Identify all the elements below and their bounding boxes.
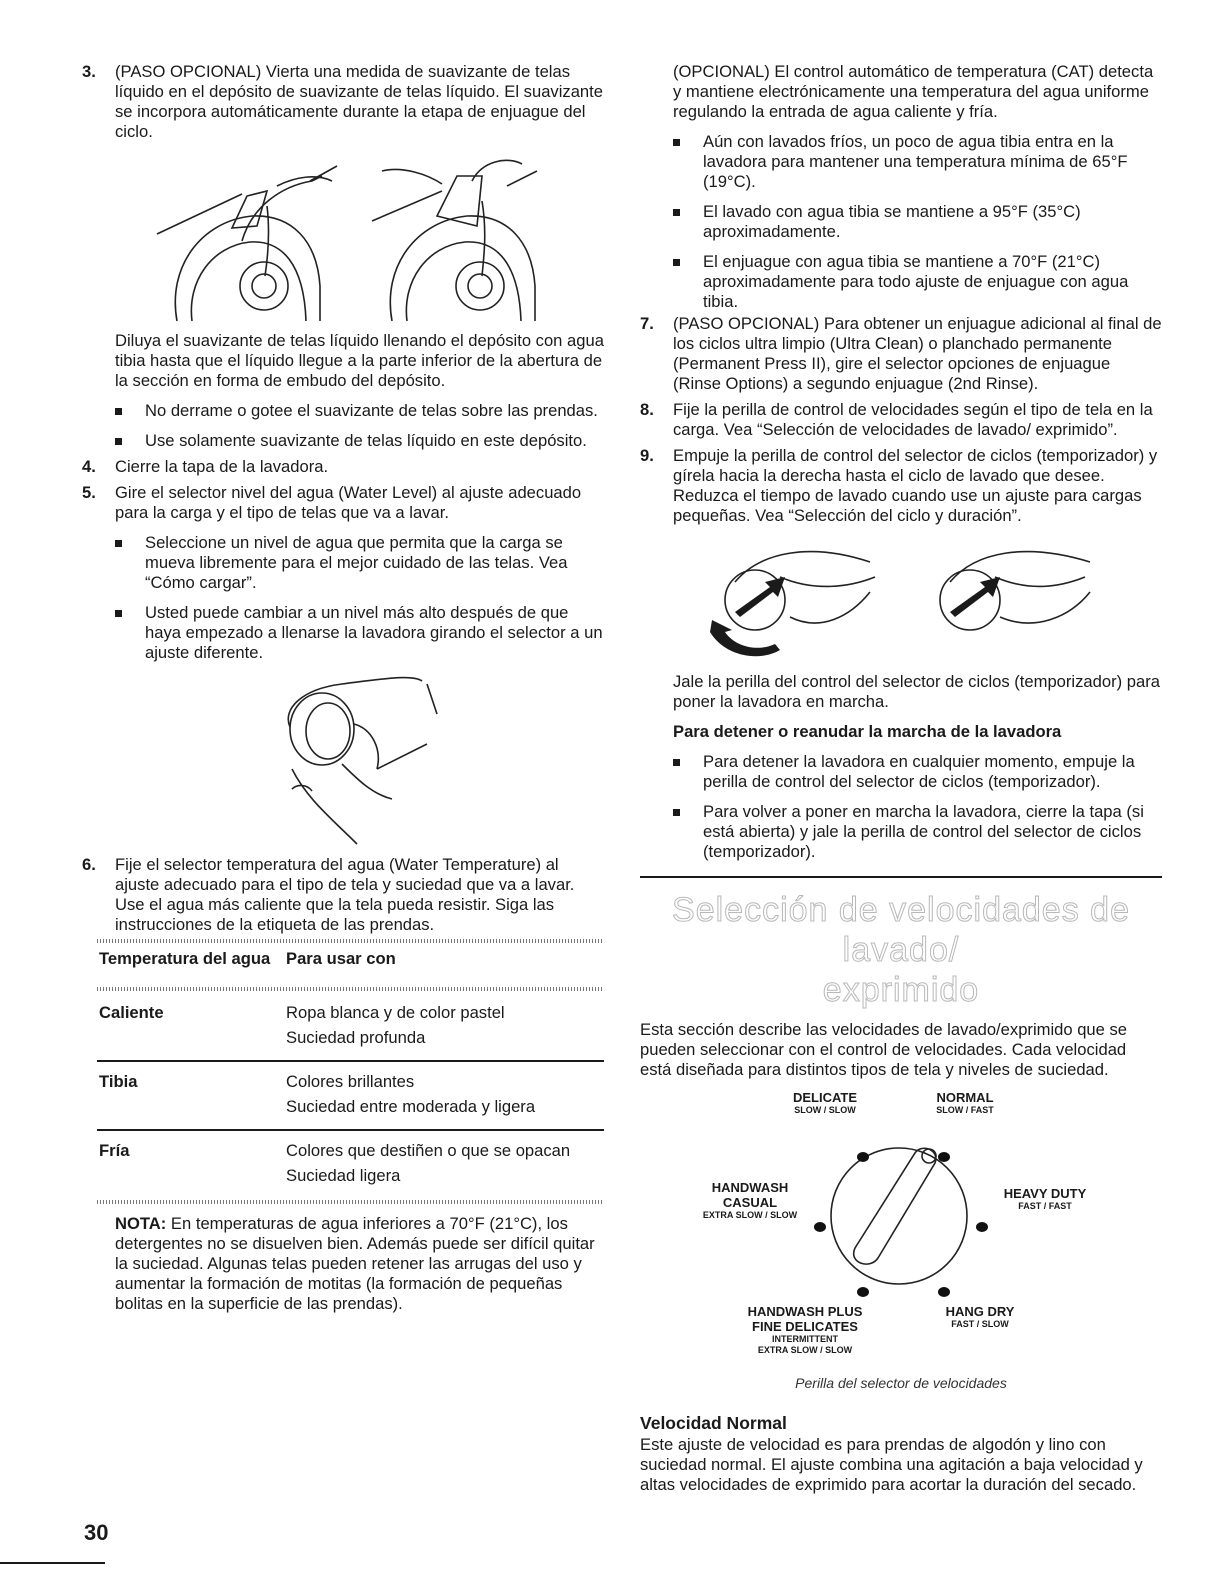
- table-cell-use: Ropa blanca y de color pastel: [286, 1003, 505, 1022]
- list-item: No derrame o gotee el suavizante de telas sobre las prendas.: [82, 401, 604, 421]
- section-divider: [640, 876, 1162, 878]
- dilute-block: [82, 331, 604, 391]
- table-row: [97, 1072, 604, 1117]
- table-header-row: [97, 949, 604, 969]
- step-4: [82, 457, 604, 477]
- section-title-line1: Selección de velocidades de lavado/: [672, 891, 1130, 969]
- note-label: NOTA:: [115, 1214, 167, 1233]
- step-number: 3.: [82, 62, 96, 81]
- dial-label-hang-dry: HANG DRY FAST / SLOW: [945, 1304, 1015, 1329]
- cat-bullets: [640, 132, 1162, 312]
- water-level-illustration: [82, 669, 604, 851]
- table: [97, 1003, 604, 1048]
- right-column: [640, 62, 1162, 1495]
- list-item: Use solamente suavizante de telas líquido en este depósito.: [82, 431, 604, 451]
- column-header: Para usar con: [286, 949, 396, 968]
- section-intro: Esta sección describe las velocidades de lavado/exprimido que se pueden seleccionar con el control de velocidades. Cada velocidad está diseñada para distintos tipos de tela y niveles de suciedad.: [640, 1020, 1128, 1079]
- table-cell-temp: Fría: [99, 1141, 130, 1160]
- step-9: [640, 446, 1162, 526]
- pouring-softener-icon: [82, 146, 604, 331]
- step-number: 5.: [82, 483, 96, 502]
- stop-heading: Para detener o reanudar la marcha de la lavadora: [673, 722, 1062, 741]
- step-number: 6.: [82, 855, 96, 874]
- footer-rule: [0, 1562, 105, 1564]
- cat-text: (OPCIONAL) El control automático de temperatura (CAT) detecta y mantiene electrónicamente una temperatura del agua uniforme regulando la entrada de agua caliente y fría.: [673, 62, 1154, 121]
- list-item: El enjuague con agua tibia se mantiene a 70°F (21°C) aproximadamente para todo ajuste de enjuague con agua tibia.: [640, 252, 1162, 312]
- table-cell-temp: Caliente: [99, 1003, 164, 1022]
- table-cell-use: Suciedad entre moderada y ligera: [286, 1097, 536, 1116]
- note-text: En temperaturas de agua inferiores a 70°F (21°C), los detergentes no se disuelven bien. Además puede ser difícil quitar la suciedad. Algunas telas pueden retener las arrugas del uso y aumentar la formación de motitas (la formación de pequeñas bolitas en la superficie de las prendas).: [115, 1214, 595, 1313]
- step-text: (PASO OPCIONAL) Vierta una medida de suavizante de telas líquido en el depósito de suavizante de telas líquido. El suavizante se incorpora automáticamente durante la etapa de enjuague del ciclo.: [115, 62, 604, 141]
- table: [97, 949, 604, 969]
- divider: [97, 987, 604, 991]
- normal-speed-text: Este ajuste de velocidad es para prendas de algodón y lino con suciedad normal. El ajuste combina una agitación a baja velocidad y altas velocidades de exprimido para acortar la duración del secado.: [640, 1435, 1143, 1494]
- step-number: 4.: [82, 457, 96, 476]
- cat-block: [640, 62, 1162, 122]
- normal-speed-heading: Velocidad Normal: [640, 1413, 787, 1433]
- table-row: [97, 1003, 604, 1048]
- step5-bullets: [82, 533, 604, 663]
- dial-caption: Perilla del selector de velocidades: [795, 1375, 1007, 1391]
- step-text: Fije el selector temperatura del agua (Water Temperature) al ajuste adecuado para el tipo de tela y suciedad que va a lavar. Use el agua más caliente que la tela pueda resistir. Siga las instrucciones de la etiqueta de las prendas.: [115, 855, 575, 934]
- table-cell-use: Suciedad ligera: [286, 1166, 401, 1185]
- divider: [97, 1060, 604, 1062]
- push-turn-knob-icon: [640, 532, 1162, 672]
- column-header: Temperatura del agua: [99, 949, 271, 968]
- dial-label-heavy-duty: HEAVY DUTY FAST / FAST: [1003, 1186, 1087, 1211]
- step-8: [640, 400, 1162, 440]
- step-number: 7.: [640, 314, 654, 333]
- list-item: Usted puede cambiar a un nivel más alto después de que haya empezado a llenarse la lavadora girando el selector a un ajuste diferente.: [82, 603, 604, 663]
- dial-label-delicate: DELICATE SLOW / SLOW: [792, 1090, 858, 1115]
- dial-label-handwash-casual: HANDWASH CASUAL EXTRA SLOW / SLOW: [702, 1180, 798, 1220]
- step-number: 8.: [640, 400, 654, 419]
- divider: [97, 939, 604, 943]
- section-heading: [640, 890, 1162, 1010]
- note-block: [82, 1214, 604, 1314]
- step-text: Gire el selector nivel del agua (Water Level) al ajuste adecuado para la carga y el tipo de telas que va a lavar.: [115, 483, 582, 522]
- table: [97, 1141, 604, 1186]
- dilute-bullets: [82, 401, 604, 451]
- stop-bullets: [640, 752, 1162, 862]
- step-text: Empuje la perilla de control del selector de ciclos (temporizador) y gírela hacia la derecha hasta el ciclo de lavado que desee. Reduzca el tiempo de lavado cuando use un ajuste para cargas pequeñas. Vea “Selección del ciclo y duración”.: [673, 446, 1158, 525]
- dial-label-normal: NORMAL SLOW / FAST: [936, 1090, 994, 1115]
- list-item: Para volver a poner en marcha la lavadora, cierre la tapa (si está abierta) y jale la perilla de control del selector de ciclos (temporizador).: [640, 802, 1162, 862]
- pull-block: [640, 672, 1162, 742]
- table-cell-use: Colores brillantes: [286, 1072, 415, 1091]
- pull-text: Jale la perilla del control del selector de ciclos (temporizador) para poner la lavadora en marcha.: [673, 672, 1160, 711]
- divider: [97, 1200, 604, 1204]
- table-row: [97, 1141, 604, 1186]
- step-text: (PASO OPCIONAL) Para obtener un enjuague adicional al final de los ciclos ultra limpio (Ultra Clean) o planchado permanente (Permanent Press II), gire el selector opciones de enjuague (Rinse Options) a segundo enjuague (2nd Rinse).: [673, 314, 1162, 393]
- table-cell-use: Colores que destiñen o que se opacan: [286, 1141, 571, 1160]
- left-column: [82, 62, 604, 1314]
- list-item: Aún con lavados fríos, un poco de agua tibia entra en la lavadora para mantener una temperatura mínima de 65°F (19°C).: [640, 132, 1162, 192]
- divider: [97, 1129, 604, 1131]
- table-cell-temp: Tibia: [99, 1072, 138, 1091]
- softener-illustration: [82, 146, 604, 331]
- section-title-line2: exprimido: [822, 971, 980, 1009]
- temperature-table: [97, 939, 604, 1204]
- step-text: Cierre la tapa de la lavadora.: [115, 457, 329, 476]
- list-item: Para detener la lavadora en cualquier momento, empuje la perilla de control del selector de ciclos (temporizador).: [640, 752, 1162, 792]
- step-text: Fije la perilla de control de velocidades según el tipo de tela en la carga. Vea “Selección de velocidades de lavado/ exprimido”.: [673, 400, 1153, 439]
- step-7: [640, 314, 1162, 394]
- table: [97, 1072, 604, 1117]
- cycle-knob-illustration: [640, 532, 1162, 672]
- step-3: [82, 62, 604, 142]
- speed-dial-diagram: [640, 1088, 1162, 1373]
- step-6: [82, 855, 604, 935]
- hand-turning-knob-icon: [82, 669, 604, 851]
- speed-dial-icon: [640, 1088, 1162, 1373]
- table-cell-use: Suciedad profunda: [286, 1028, 426, 1047]
- step-number: 9.: [640, 446, 654, 465]
- list-item: Seleccione un nivel de agua que permita que la carga se mueva libremente para el mejor cuidado de las telas. Vea “Cómo cargar”.: [82, 533, 604, 593]
- list-item: El lavado con agua tibia se mantiene a 95°F (35°C) aproximadamente.: [640, 202, 1162, 242]
- page-number: 30: [84, 1520, 109, 1545]
- dilute-text: Diluya el suavizante de telas líquido llenando el depósito con agua tibia hasta que el líquido llegue a la parte inferior de la abertura de la sección en forma de embudo del depósito.: [115, 331, 604, 390]
- step-5: [82, 483, 604, 523]
- dial-label-handwash-plus: HANDWASH PLUS FINE DELICATES INTERMITTENT EXTRA SLOW / SLOW: [747, 1304, 863, 1355]
